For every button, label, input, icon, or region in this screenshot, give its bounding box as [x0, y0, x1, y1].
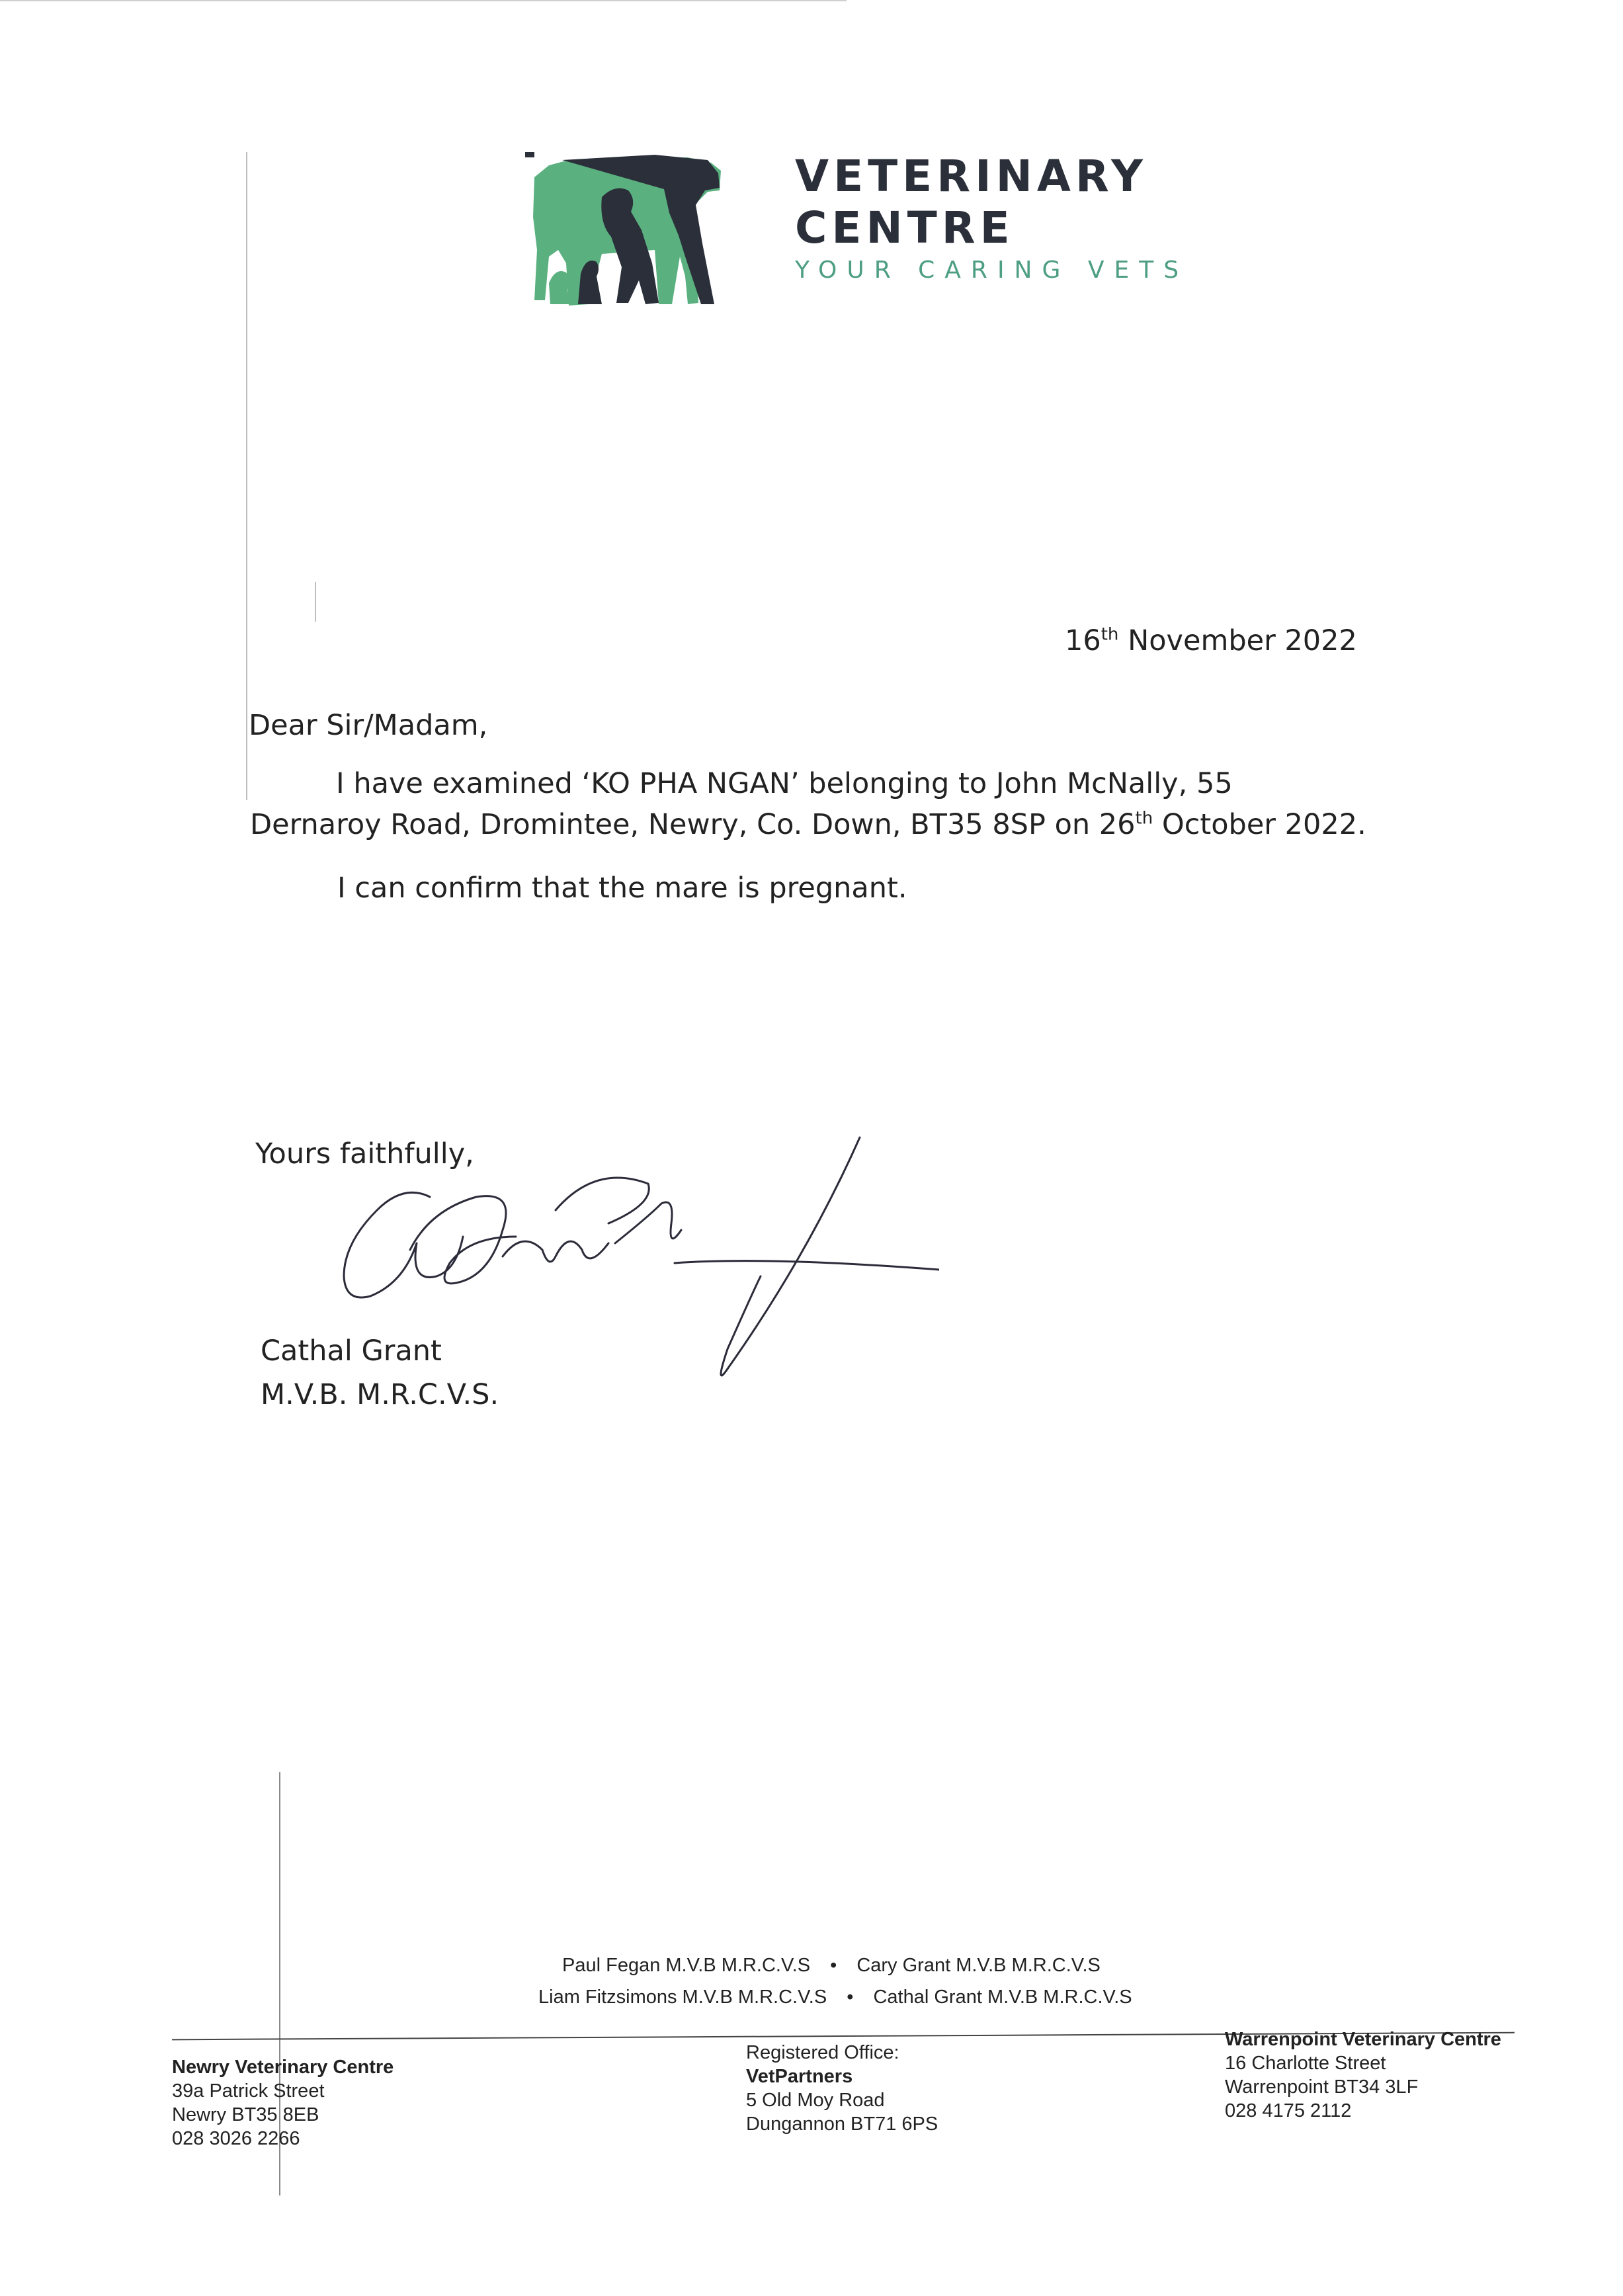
brand-line-2: CENTRE [795, 202, 1015, 253]
salutation: Dear Sir/Madam, [249, 709, 488, 742]
registered-street: 5 Old Moy Road [746, 2090, 885, 2111]
warrenpoint-name: Warrenpoint Veterinary Centre [1225, 2029, 1501, 2050]
signatory-qualifications: M.V.B. M.R.C.V.S. [261, 1378, 499, 1411]
partner-cathal-grant: Cathal Grant M.V.B M.R.C.V.S [873, 1987, 1132, 2008]
brand-tagline: YOUR CARING VETS [795, 257, 1189, 284]
partners-line-1 [562, 1955, 1101, 1977]
footer-registered-office [746, 2041, 938, 2136]
paragraph-1-line-2 [250, 808, 1366, 841]
footer-newry-address [172, 2055, 394, 2151]
para1-line2-text: Dernaroy Road, Dromintee, Newry, Co. Down, BT35 8SP on 26 [250, 808, 1136, 841]
partner-paul-fegan: Paul Fegan M.V.B M.R.C.V.S [562, 1955, 811, 1976]
bullet-separator: • [830, 1955, 837, 1976]
letter-date [1065, 624, 1357, 657]
closing: Yours faithfully, [255, 1137, 474, 1170]
scan-margin-line [246, 152, 247, 800]
para1-line2-suffix: th [1135, 808, 1153, 829]
partners-line-2 [538, 1987, 1132, 2008]
signatory-name: Cathal Grant [261, 1334, 442, 1368]
newry-street: 39a Patrick Street [172, 2080, 325, 2102]
footer-warrenpoint-address [1225, 2028, 1501, 2123]
para1-line2-end: October 2022. [1153, 808, 1366, 841]
paragraph-1-line-1: I have examined ‘KO PHA NGAN’ belonging to John McNally, 55 [336, 767, 1233, 800]
brand-block [795, 151, 1188, 284]
partner-liam-fitzsimons: Liam Fitzsimons M.V.B M.R.C.V.S [538, 1987, 827, 2008]
brand-line-1: VETERINARY [795, 151, 1147, 202]
scan-top-edge [0, 0, 847, 1]
warrenpoint-phone: 028 4175 2112 [1225, 2100, 1352, 2121]
newry-name: Newry Veterinary Centre [172, 2057, 394, 2078]
warrenpoint-street: 16 Charlotte Street [1225, 2053, 1386, 2074]
partner-cary-grant: Cary Grant M.V.B M.R.C.V.S [856, 1955, 1101, 1976]
registered-name: VetPartners [746, 2066, 853, 2087]
logo-animals-icon [522, 151, 751, 316]
scan-mark [315, 582, 316, 622]
registered-town: Dungannon BT71 6PS [746, 2113, 938, 2135]
newry-town: Newry BT35 8EB [172, 2104, 319, 2125]
registered-label: Registered Office: [746, 2042, 899, 2063]
date-suffix: th [1101, 624, 1119, 645]
date-month-year: November 2022 [1118, 624, 1357, 657]
newry-phone: 028 3026 2266 [172, 2128, 300, 2149]
warrenpoint-town: Warrenpoint BT34 3LF [1225, 2076, 1419, 2098]
bullet-separator: • [847, 1987, 854, 2008]
paragraph-2: I can confirm that the mare is pregnant. [337, 872, 907, 905]
date-day: 16 [1065, 624, 1101, 657]
